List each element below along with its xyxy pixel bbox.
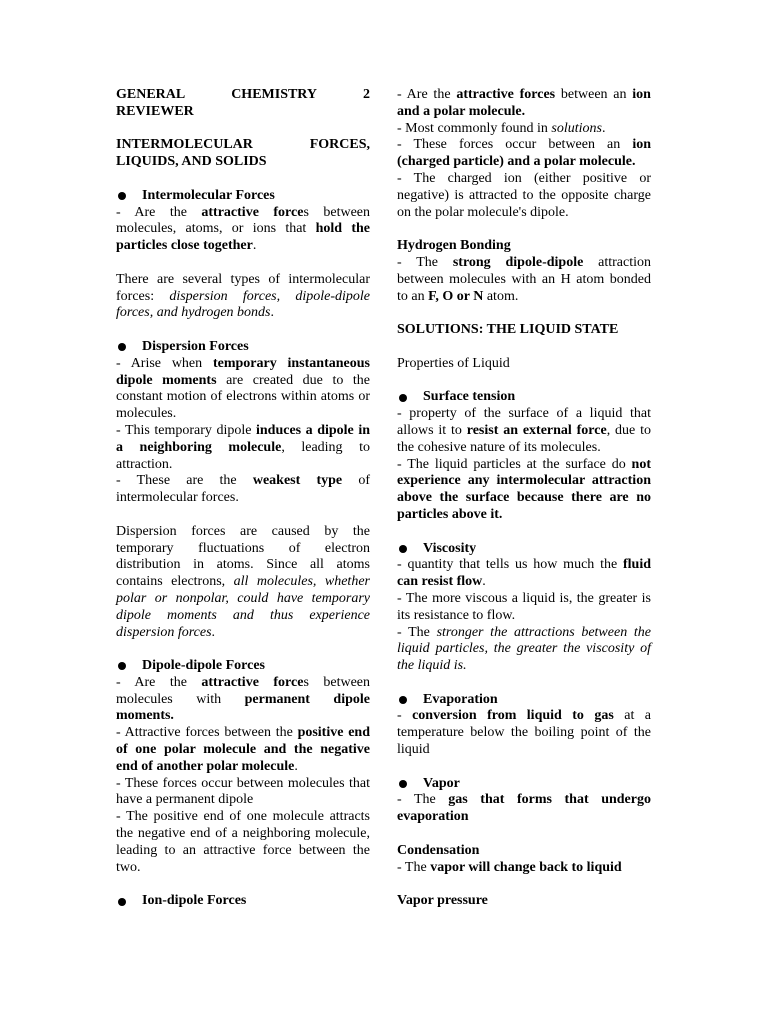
right-column [397, 87, 651, 910]
ion-dipole-line-2: - Most commonly found in solutions. [397, 120, 606, 136]
ion-dipole-line-1: - Are the attractive forces between an ion and a polar molecule. [397, 87, 651, 119]
section-title-line2: LIQUIDS, AND SOLIDS [116, 154, 267, 170]
viscosity-line-3: - The stronger the attractions between the liquid particles, the greater the viscosity of the liquid is. [397, 624, 651, 674]
ion-dipole-line-3: - These forces occur between an ion (charged particle) and a polar molecule. [397, 137, 651, 170]
heading-text: Ion-dipole Forces [142, 893, 247, 909]
heading-text: Viscosity [423, 540, 477, 556]
bullet-icon [399, 394, 407, 402]
dipole-line-4: - The positive end of one molecule attracts the negative end of a neighboring molecule, leading to an attractive force between the two. [116, 809, 370, 875]
heading-text: Dispersion Forces [142, 338, 249, 354]
dispersion-line-2: - This temporary dipole induces a dipole in a neighboring molecule, leading to attraction. [116, 422, 370, 472]
vapor-pressure-heading: Vapor pressure [397, 893, 488, 909]
bullet-icon [118, 343, 126, 351]
dipole-line-2: - Attractive forces between the positive end of one polar molecule and the negative end of another polar molecule. [116, 725, 370, 774]
title-word: GENERAL [116, 87, 186, 102]
left-column [116, 87, 370, 910]
bullet-icon [399, 545, 407, 553]
bullet-heading-viscosity [397, 541, 651, 558]
bullet-heading-vapor [397, 776, 651, 793]
bullet-icon [118, 898, 126, 906]
hydrogen-bonding-heading: Hydrogen Bonding [397, 238, 511, 254]
bullet-icon [399, 780, 407, 788]
title-word: 2 [363, 87, 370, 102]
bullet-icon [399, 696, 407, 704]
imf-types-paragraph: There are several types of intermolecular forces: dispersion forces, dipole-dipole forces, and hydrogen bonds. [116, 271, 371, 321]
dispersion-line-1: - Arise when temporary instantaneous dipole moments are created due to the constant motion of electrons within atoms or molecules. [116, 355, 370, 422]
hydrogen-bonding-line-1: - The strong dipole-dipole attraction between molecules with an H atom bonded to an F, O or N atom. [397, 254, 651, 304]
heading-text: Dipole-dipole Forces [142, 658, 266, 674]
heading-text: Surface tension [423, 389, 516, 405]
dipole-line-3: - These forces occur between molecules that have a permanent dipole [116, 775, 370, 808]
viscosity-line-1: - quantity that tells us how much the fluid can resist flow. [397, 557, 651, 590]
viscosity-line-2: - The more viscous a liquid is, the greater is its resistance to flow. [397, 590, 651, 623]
bullet-heading-intermolecular [116, 188, 370, 205]
doc-title-line1 [116, 87, 370, 104]
solutions-heading: SOLUTIONS: THE LIQUID STATE [397, 322, 619, 338]
surface-line-1: - property of the surface of a liquid that allows it to resist an external force, due to the cohesive nature of its molecules. [397, 406, 651, 455]
evaporation-line-1: - conversion from liquid to gas at a temperature below the boiling point of the liquid [397, 708, 651, 758]
dispersion-paragraph: Dispersion forces are caused by the temporary fluctuations of electron distribution in atoms. Since all atoms contains electrons, all molecules, whether polar or nonpolar, could have temporary dipole moments and thus experience dispersion forces. [116, 523, 370, 640]
bullet-heading-evaporation [397, 692, 651, 709]
doc-title-line2: REVIEWER [116, 103, 194, 119]
ion-dipole-line-4: - The charged ion (either positive or negative) is attracted to the opposite charge on the polar molecule's dipole. [397, 170, 651, 220]
surface-line-2: - The liquid particles at the surface do not experience any intermolecular attraction above the surface because there are no particles above it. [397, 456, 651, 522]
bullet-heading-ion-dipole [116, 893, 370, 910]
title-word: CHEMISTRY [231, 87, 318, 102]
dispersion-line-3: - These are the weakest type of intermolecular forces. [116, 473, 370, 506]
condensation-heading: Condensation [397, 842, 480, 858]
bullet-icon [118, 192, 126, 200]
heading-text: Intermolecular Forces [142, 187, 275, 203]
heading-text: Vapor [423, 775, 460, 791]
bullet-icon [118, 662, 126, 670]
vapor-line-1: - The gas that forms that undergo evaporation [397, 792, 651, 825]
condensation-line-1: - The vapor will change back to liquid [397, 859, 622, 875]
dipole-line-1: - Are the attractive forces between molecules with permanent dipole moments. [116, 674, 370, 724]
heading-text: Evaporation [423, 691, 498, 707]
section-title-line1 [116, 137, 370, 154]
section-word: INTERMOLECULAR [116, 137, 253, 153]
properties-label: Properties of Liquid [397, 355, 510, 371]
section-word: FORCES, [309, 137, 370, 153]
bullet-heading-surface-tension [397, 389, 651, 406]
bullet-heading-dipole-dipole [116, 658, 370, 675]
bullet-heading-dispersion [116, 339, 370, 356]
imf-definition: - Are the attractive forces between molecules, atoms, or ions that hold the particles close together. [116, 204, 370, 254]
